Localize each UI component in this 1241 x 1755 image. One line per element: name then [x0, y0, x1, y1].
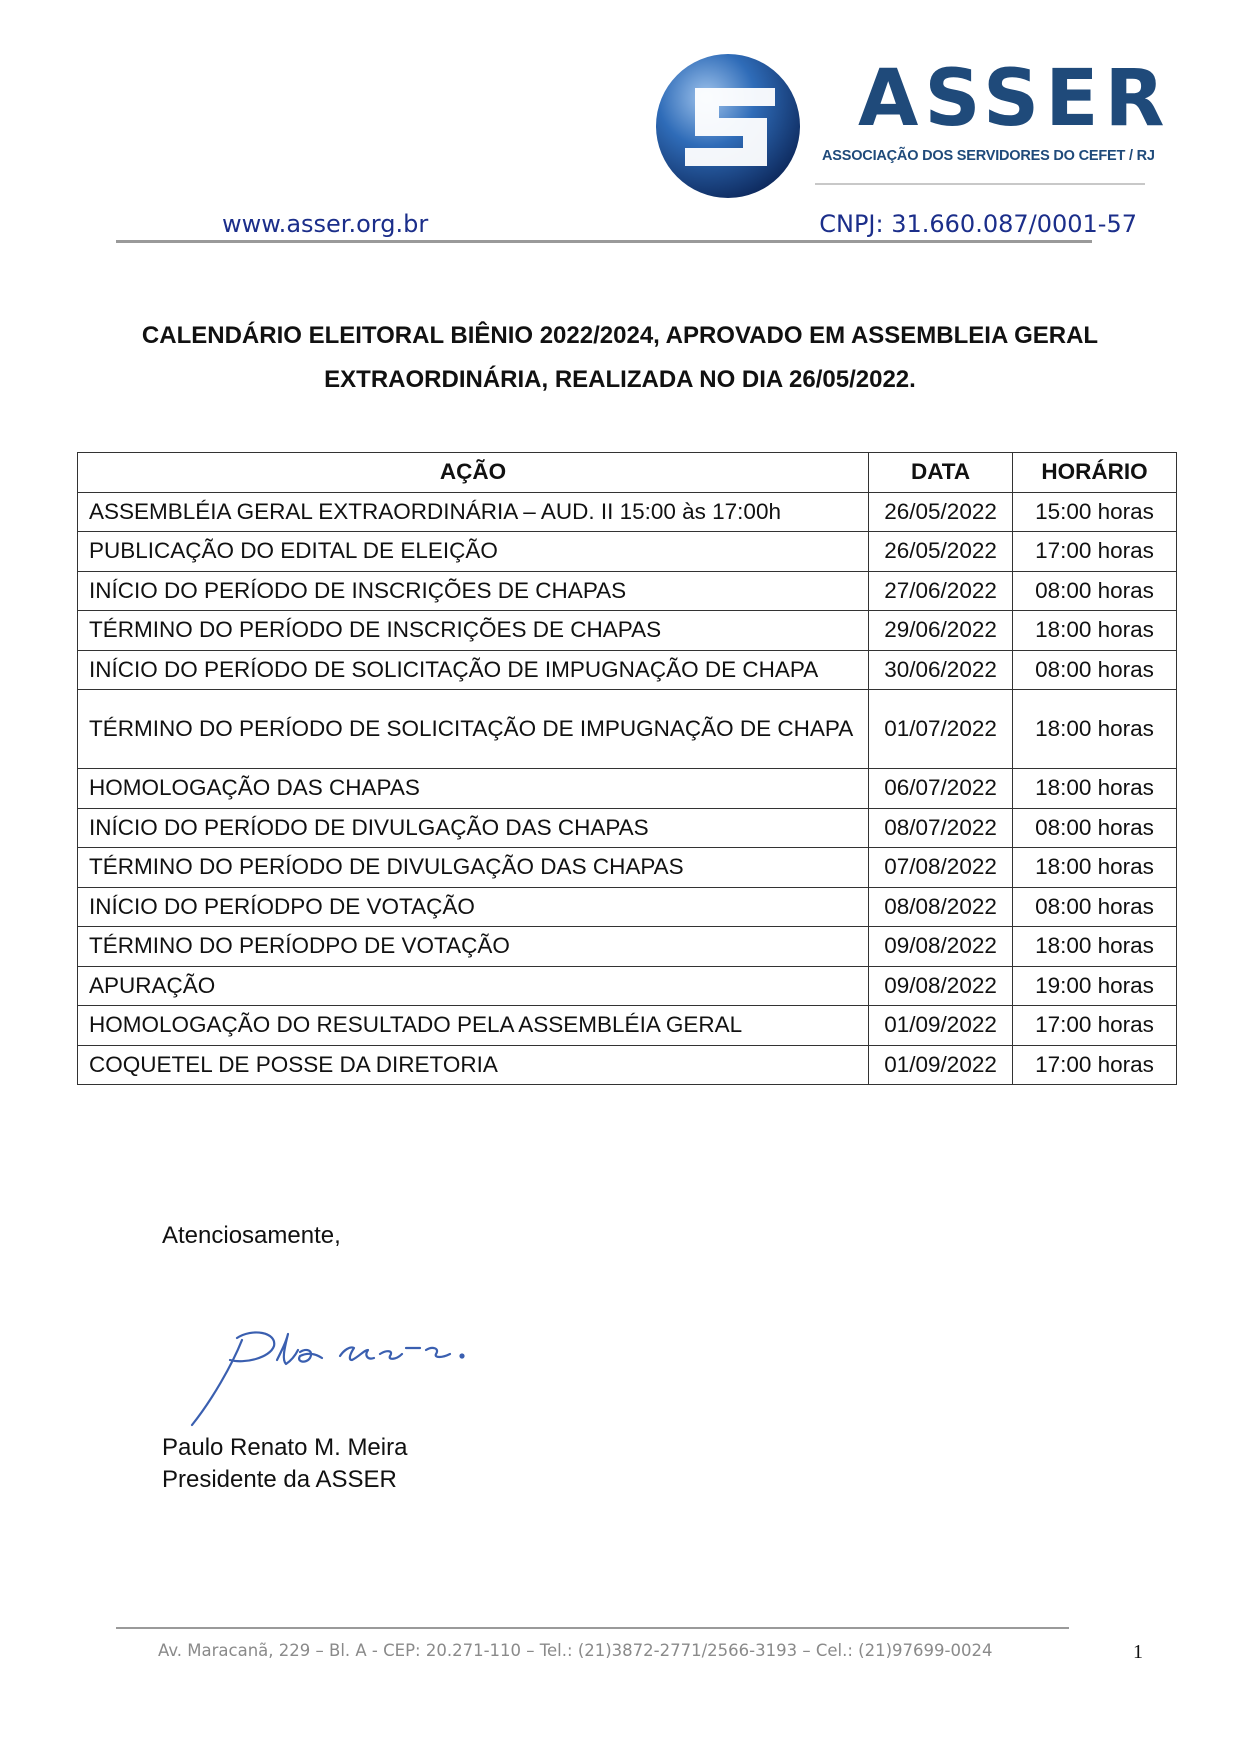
horario-cell: 08:00 horas — [1013, 571, 1177, 611]
table-row — [78, 887, 1177, 927]
horario-cell: 18:00 horas — [1013, 927, 1177, 967]
acao-cell: INÍCIO DO PERÍODO DE DIVULGAÇÃO DAS CHAPAS — [78, 808, 869, 848]
data-cell: 01/07/2022 — [869, 690, 1013, 769]
acao-cell: COQUETEL DE POSSE DA DIRETORIA — [78, 1045, 869, 1085]
acao-cell: ASSEMBLÉIA GERAL EXTRAORDINÁRIA – AUD. II 15:00 às 17:00h — [78, 492, 869, 532]
acao-cell: INÍCIO DO PERÍODO DE SOLICITAÇÃO DE IMPUGNAÇÃO DE CHAPA — [78, 650, 869, 690]
footer-divider — [116, 1627, 1069, 1629]
horario-cell: 17:00 horas — [1013, 1006, 1177, 1046]
column-header-acao: AÇÃO — [78, 453, 869, 493]
data-cell: 07/08/2022 — [869, 848, 1013, 888]
logo-subtitle: ASSOCIAÇÃO DOS SERVIDORES DO CEFET / RJ — [822, 148, 1155, 164]
data-cell: 29/06/2022 — [869, 611, 1013, 651]
horario-cell: 18:00 horas — [1013, 611, 1177, 651]
acao-cell: HOMOLOGAÇÃO DAS CHAPAS — [78, 769, 869, 809]
website-link[interactable]: www.asser.org.br — [222, 210, 429, 238]
footer-address: Av. Maracanã, 229 – Bl. A - CEP: 20.271-110 – Tel.: (21)3872-2771/2566-3193 – Cel.: (21)97699-0024 — [158, 1641, 993, 1660]
horario-cell: 08:00 horas — [1013, 887, 1177, 927]
data-cell: 26/05/2022 — [869, 532, 1013, 572]
acao-cell: PUBLICAÇÃO DO EDITAL DE ELEIÇÃO — [78, 532, 869, 572]
header-divider — [116, 240, 1092, 243]
table-row — [78, 1006, 1177, 1046]
acao-cell: TÉRMINO DO PERÍODO DE SOLICITAÇÃO DE IMPUGNAÇÃO DE CHAPA — [78, 690, 869, 769]
table-row — [78, 690, 1177, 769]
table-row — [78, 611, 1177, 651]
acao-cell: HOMOLOGAÇÃO DO RESULTADO PELA ASSEMBLÉIA GERAL — [78, 1006, 869, 1046]
document-title-line-2: EXTRAORDINÁRIA, REALIZADA NO DIA 26/05/2022. — [324, 366, 916, 393]
data-cell: 26/05/2022 — [869, 492, 1013, 532]
table-row — [78, 966, 1177, 1006]
horario-cell: 08:00 horas — [1013, 650, 1177, 690]
signer-block — [162, 1432, 407, 1496]
data-cell: 01/09/2022 — [869, 1045, 1013, 1085]
logo-wordmark: ASSER — [858, 54, 1171, 144]
table-row — [78, 571, 1177, 611]
acao-cell: TÉRMINO DO PERÍODPO DE VOTAÇÃO — [78, 927, 869, 967]
data-cell: 08/08/2022 — [869, 887, 1013, 927]
acao-cell: APURAÇÃO — [78, 966, 869, 1006]
acao-cell: TÉRMINO DO PERÍODO DE INSCRIÇÕES DE CHAPAS — [78, 611, 869, 651]
horario-cell: 18:00 horas — [1013, 848, 1177, 888]
data-cell: 30/06/2022 — [869, 650, 1013, 690]
acao-cell: INÍCIO DO PERÍODPO DE VOTAÇÃO — [78, 887, 869, 927]
calendar-table — [77, 452, 1177, 1085]
data-cell: 06/07/2022 — [869, 769, 1013, 809]
acao-cell: INÍCIO DO PERÍODO DE INSCRIÇÕES DE CHAPAS — [78, 571, 869, 611]
acao-cell: TÉRMINO DO PERÍODO DE DIVULGAÇÃO DAS CHAPAS — [78, 848, 869, 888]
table-row — [78, 532, 1177, 572]
table-row — [78, 1045, 1177, 1085]
column-header-data: DATA — [869, 453, 1013, 493]
signer-title: Presidente da ASSER — [162, 1466, 397, 1493]
horario-cell: 15:00 horas — [1013, 492, 1177, 532]
page-number: 1 — [1133, 1641, 1143, 1663]
horario-cell: 18:00 horas — [1013, 690, 1177, 769]
signature-icon — [182, 1320, 522, 1430]
horario-cell: 19:00 horas — [1013, 966, 1177, 1006]
horario-cell: 17:00 horas — [1013, 532, 1177, 572]
table-row — [78, 769, 1177, 809]
horario-cell: 18:00 horas — [1013, 769, 1177, 809]
data-cell: 09/08/2022 — [869, 966, 1013, 1006]
horario-cell: 08:00 horas — [1013, 808, 1177, 848]
table-row — [78, 808, 1177, 848]
table-row — [78, 927, 1177, 967]
data-cell: 09/08/2022 — [869, 927, 1013, 967]
document-title-line-1: CALENDÁRIO ELEITORAL BIÊNIO 2022/2024, APROVADO EM ASSEMBLEIA GERAL — [141, 322, 1099, 349]
column-header-horario: HORÁRIO — [1013, 453, 1177, 493]
table-row — [78, 848, 1177, 888]
closing-greeting: Atenciosamente, — [162, 1222, 341, 1249]
data-cell: 08/07/2022 — [869, 808, 1013, 848]
table-header-row — [78, 453, 1177, 493]
data-cell: 01/09/2022 — [869, 1006, 1013, 1046]
signer-name: Paulo Renato M. Meira — [162, 1434, 408, 1461]
cnpj-text: CNPJ: 31.660.087/0001-57 — [819, 210, 1137, 238]
data-cell: 27/06/2022 — [869, 571, 1013, 611]
table-row — [78, 650, 1177, 690]
table-row — [78, 492, 1177, 532]
horario-cell: 17:00 horas — [1013, 1045, 1177, 1085]
